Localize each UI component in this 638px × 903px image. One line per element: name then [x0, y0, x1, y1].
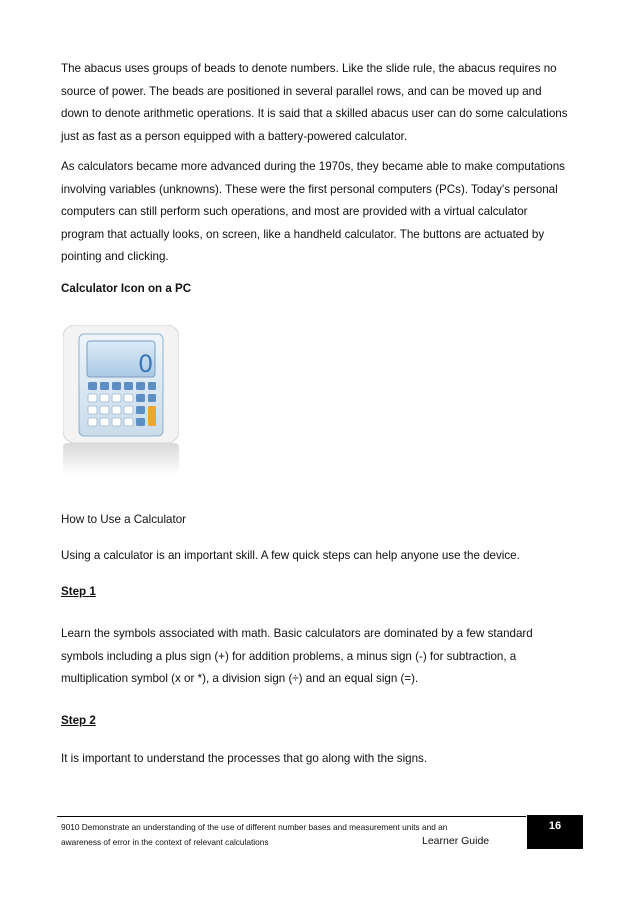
text-line: down to denote arithmetic operations. It is said that a skilled abacus user can do some calculations: [61, 107, 568, 120]
step-2-text: It is important to understand the processes that go along with the signs.: [61, 752, 428, 765]
footer-divider: [57, 816, 526, 817]
how-to-heading: How to Use a Calculator: [61, 513, 187, 526]
text-line: symbols including a plus sign (+) for addition problems, a minus sign (-) for subtraction, a: [61, 649, 517, 663]
calculator-icon: [63, 325, 179, 475]
abacus-paragraph: [61, 58, 581, 148]
step-1-title: Step 1: [61, 585, 96, 598]
icon-heading: Calculator Icon on a PC: [61, 282, 192, 295]
text-line: As calculators became more advanced during the 1970s, they became able to make computations: [61, 160, 565, 173]
step-2-title: Step 2: [61, 714, 96, 727]
step-1-text: [61, 623, 581, 691]
calculator-display-digit: 0: [138, 350, 154, 378]
calculators-paragraph: [61, 156, 581, 269]
footer-learner-guide: Learner Guide: [422, 835, 490, 847]
text-line: Learn the symbols associated with math. Basic calculators are dominated by a few standard: [61, 627, 533, 640]
text-line: just as fast as a person equipped with a battery-powered calculator.: [61, 129, 408, 143]
page-number: 16: [548, 820, 562, 832]
text-line: pointing and clicking.: [61, 250, 169, 263]
text-line: multiplication symbol (x or *), a division sign (÷) and an equal sign (=).: [61, 672, 419, 685]
intro-text: Using a calculator is an important skill. A few quick steps can help anyone use the device.: [61, 549, 520, 562]
text-line: The abacus uses groups of beads to denote numbers. Like the slide rule, the abacus requires no: [61, 62, 557, 75]
footer-course-line-1: 9010 Demonstrate an understanding of the use of different number bases and measurement units and an: [61, 822, 448, 832]
text-line: program that actually looks, on screen, like a handheld calculator. The buttons are actuated by: [61, 227, 545, 241]
text-line: involving variables (unknowns). These were the first personal computers (PCs). Today's personal: [61, 182, 558, 196]
footer-course-line-2: awareness of error in the context of relevant calculations: [61, 837, 269, 847]
text-line: computers can still perform such operations, and most are provided with a virtual calculator: [61, 205, 528, 218]
page-number-badge: [527, 815, 583, 849]
text-line: source of power. The beads are positioned in several parallel rows, and can be moved up and: [61, 84, 542, 98]
